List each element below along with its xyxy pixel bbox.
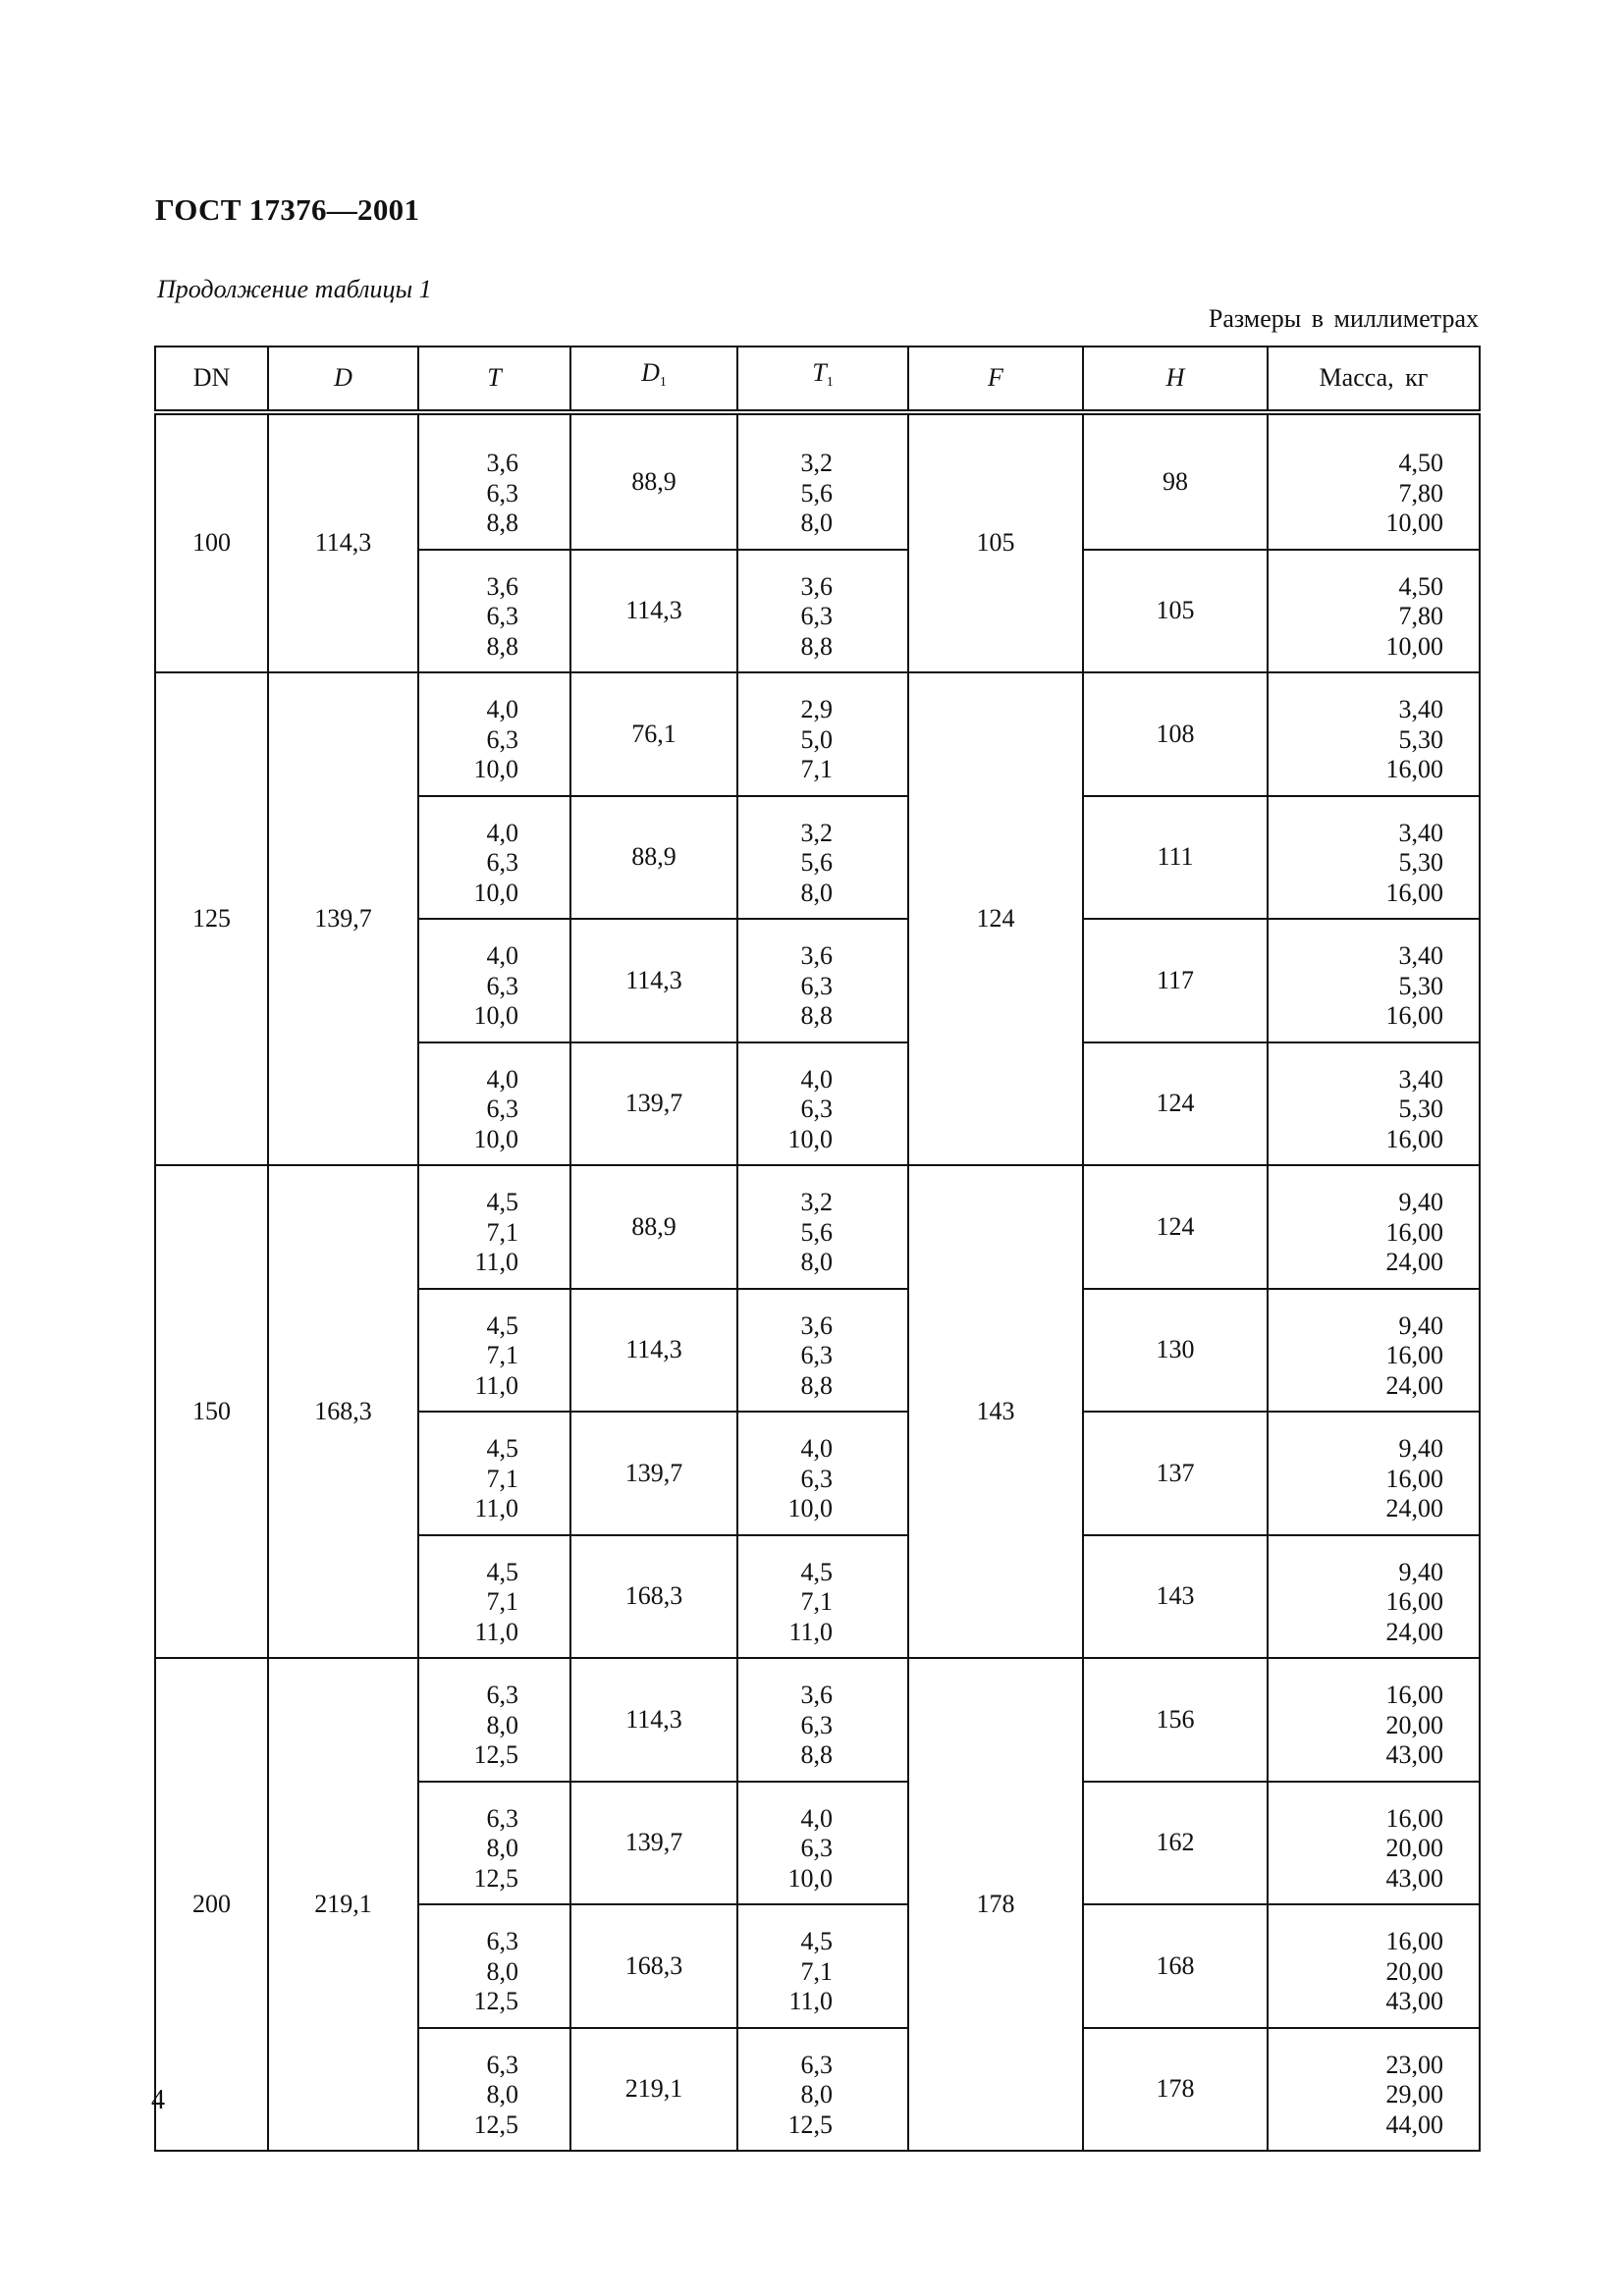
cell-t-value: 7,1	[486, 1217, 518, 1247]
cell-h: 130	[1083, 1289, 1268, 1413]
cell-t1-value: 4,0	[800, 1803, 833, 1833]
cell-mass-value: 3,40	[1398, 1064, 1443, 1094]
cell-dn: 100	[155, 412, 268, 672]
cell-t1-value: 4,5	[800, 1557, 833, 1586]
cell-t1-value: 6,3	[800, 1464, 833, 1493]
cell-d: 139,7	[268, 672, 418, 1165]
cell-mass-value: 3,40	[1398, 818, 1443, 847]
cell-d1: 114,3	[570, 1289, 737, 1413]
cell-mass-value: 4,50	[1398, 449, 1443, 477]
cell-mass	[1268, 1289, 1480, 1413]
cell-mass-value: 5,30	[1398, 971, 1443, 1000]
cell-t	[418, 796, 570, 920]
cell-t1-value: 3,6	[800, 571, 833, 601]
cell-t-value: 10,0	[473, 1001, 518, 1030]
cell-d: 168,3	[268, 1165, 418, 1658]
cell-t1-value: 2,9	[800, 695, 833, 723]
cell-t-value: 4,5	[486, 1434, 518, 1463]
cell-t1-value: 8,0	[800, 508, 833, 537]
cell-h: 178	[1083, 2028, 1268, 2152]
cell-t-value: 6,3	[486, 724, 518, 754]
cell-t-value: 12,5	[473, 2109, 518, 2139]
cell-t1	[737, 1412, 908, 1535]
cell-mass	[1268, 1165, 1480, 1289]
cell-t1	[737, 1535, 908, 1659]
cell-t-value: 6,3	[486, 848, 518, 877]
column-header-dn: DN	[155, 347, 268, 412]
cell-mass-value: 4,50	[1398, 571, 1443, 601]
table-body	[155, 412, 1480, 2151]
cell-f: 143	[908, 1165, 1083, 1658]
cell-h: 156	[1083, 1658, 1268, 1782]
cell-t-value: 12,5	[473, 1740, 518, 1769]
cell-mass-value: 16,00	[1385, 1587, 1443, 1616]
cell-mass-value: 16,00	[1385, 1927, 1443, 1955]
cell-d1: 114,3	[570, 550, 737, 673]
cell-d: 219,1	[268, 1658, 418, 2151]
cell-t-value: 11,0	[474, 1617, 518, 1646]
cell-t-value: 8,0	[486, 1834, 518, 1862]
cell-t1-value: 3,2	[800, 449, 833, 477]
cell-mass	[1268, 1782, 1480, 1905]
cell-t-value: 8,8	[486, 508, 518, 537]
cell-t1-value: 10,0	[787, 1124, 833, 1153]
cell-t-value: 6,3	[486, 1681, 518, 1709]
cell-t	[418, 1782, 570, 1905]
cell-t	[418, 1289, 570, 1413]
cell-t-value: 4,5	[486, 1310, 518, 1340]
cell-t1-value: 10,0	[787, 1863, 833, 1893]
cell-t-value: 12,5	[473, 1987, 518, 2015]
cell-t1-value: 11,0	[788, 1617, 833, 1646]
cell-t-value: 6,3	[486, 1095, 518, 1123]
cell-t1-value: 5,6	[800, 478, 833, 507]
cell-t-value: 4,0	[486, 818, 518, 847]
cell-t1-value: 6,3	[800, 1834, 833, 1862]
cell-t1-value: 5,6	[800, 848, 833, 877]
cell-mass-value: 10,00	[1385, 508, 1443, 537]
cell-mass-value: 16,00	[1385, 1217, 1443, 1247]
cell-t-value: 3,6	[486, 449, 518, 477]
table-row	[155, 672, 1480, 796]
cell-t1-value: 12,5	[787, 2109, 833, 2139]
column-header-h: H	[1083, 347, 1268, 412]
cell-mass-value: 16,00	[1385, 1464, 1443, 1493]
cell-t	[418, 550, 570, 673]
cell-mass-value: 10,00	[1385, 631, 1443, 661]
cell-mass-value: 16,00	[1385, 878, 1443, 907]
cell-h: 124	[1083, 1165, 1268, 1289]
cell-t-value: 6,3	[486, 2050, 518, 2079]
table-header-row	[155, 347, 1480, 412]
cell-mass-value: 5,30	[1398, 848, 1443, 877]
cell-t1	[737, 919, 908, 1042]
cell-t1	[737, 1658, 908, 1782]
cell-t1-value: 8,0	[800, 2080, 833, 2109]
cell-t1	[737, 1289, 908, 1413]
cell-t-value: 4,5	[486, 1557, 518, 1586]
cell-mass-value: 16,00	[1385, 1803, 1443, 1833]
cell-h: 162	[1083, 1782, 1268, 1905]
cell-mass	[1268, 796, 1480, 920]
cell-t-value: 7,1	[486, 1341, 518, 1369]
cell-mass	[1268, 1042, 1480, 1166]
cell-mass	[1268, 1658, 1480, 1782]
cell-f: 124	[908, 672, 1083, 1165]
cell-t1	[737, 1782, 908, 1905]
cell-t-value: 4,0	[486, 695, 518, 723]
cell-mass-value: 5,30	[1398, 1095, 1443, 1123]
cell-t1-value: 10,0	[787, 1494, 833, 1522]
cell-t-value: 10,0	[473, 878, 518, 907]
cell-mass-value: 24,00	[1385, 1248, 1443, 1276]
cell-mass-value: 16,00	[1385, 1681, 1443, 1709]
cell-mass-value: 24,00	[1385, 1494, 1443, 1522]
cell-t1-value: 3,6	[800, 1681, 833, 1709]
cell-t1	[737, 796, 908, 920]
cell-d1: 139,7	[570, 1782, 737, 1905]
cell-h: 98	[1083, 412, 1268, 550]
cell-t1-value: 4,0	[800, 1064, 833, 1094]
cell-d1: 114,3	[570, 1658, 737, 1782]
cell-d1: 88,9	[570, 796, 737, 920]
cell-t-value: 6,3	[486, 971, 518, 1000]
cell-t1	[737, 1904, 908, 2028]
cell-t1	[737, 672, 908, 796]
cell-t1-value: 8,0	[800, 1248, 833, 1276]
cell-t1	[737, 412, 908, 550]
cell-mass-value: 43,00	[1385, 1987, 1443, 2015]
cell-mass	[1268, 672, 1480, 796]
cell-mass	[1268, 1412, 1480, 1535]
cell-t-value: 6,3	[486, 602, 518, 630]
cell-dn: 150	[155, 1165, 268, 1658]
cell-mass-value: 29,00	[1385, 2080, 1443, 2109]
cell-t	[418, 919, 570, 1042]
cell-t-value: 11,0	[474, 1248, 518, 1276]
cell-mass	[1268, 550, 1480, 673]
cell-mass-value: 3,40	[1398, 695, 1443, 723]
cell-t-value: 11,0	[474, 1370, 518, 1400]
cell-t1-value: 3,6	[800, 1310, 833, 1340]
cell-t1-value: 3,2	[800, 1188, 833, 1216]
cell-t1-value: 6,3	[800, 1710, 833, 1739]
cell-t1-value: 8,8	[800, 1001, 833, 1030]
cell-t-value: 4,0	[486, 941, 518, 970]
cell-t1	[737, 550, 908, 673]
cell-t-value: 10,0	[473, 1124, 518, 1153]
cell-h: 168	[1083, 1904, 1268, 2028]
cell-mass	[1268, 1904, 1480, 2028]
dimensions-table	[154, 346, 1481, 2152]
cell-t	[418, 1412, 570, 1535]
cell-d1: 168,3	[570, 1535, 737, 1659]
cell-d1: 76,1	[570, 672, 737, 796]
cell-h: 124	[1083, 1042, 1268, 1166]
cell-mass	[1268, 412, 1480, 550]
cell-t-value: 4,0	[486, 1064, 518, 1094]
cell-t-value: 10,0	[473, 755, 518, 783]
cell-t1-value: 11,0	[788, 1987, 833, 2015]
cell-dn: 125	[155, 672, 268, 1165]
cell-t1-value: 7,1	[800, 755, 833, 783]
cell-t	[418, 1904, 570, 2028]
table-row	[155, 1658, 1480, 1782]
cell-d1: 139,7	[570, 1412, 737, 1535]
cell-mass-value: 16,00	[1385, 755, 1443, 783]
cell-mass-value: 20,00	[1385, 1710, 1443, 1739]
document-title: ГОСТ 17376—2001	[155, 192, 420, 227]
cell-t1-value: 6,3	[800, 1095, 833, 1123]
cell-d1: 219,1	[570, 2028, 737, 2152]
cell-mass-value: 9,40	[1398, 1557, 1443, 1586]
units-note: Размеры в миллиметрах	[1208, 304, 1479, 333]
cell-dn: 200	[155, 1658, 268, 2151]
cell-h: 111	[1083, 796, 1268, 920]
cell-t-value: 12,5	[473, 1863, 518, 1893]
cell-t-value: 8,0	[486, 2080, 518, 2109]
cell-d1: 168,3	[570, 1904, 737, 2028]
cell-t-value: 8,0	[486, 1956, 518, 1986]
cell-t1	[737, 1042, 908, 1166]
cell-t1-value: 5,6	[800, 1217, 833, 1247]
column-header-d1: $D_1$	[570, 347, 737, 412]
cell-t-value: 7,1	[486, 1464, 518, 1493]
column-header-mass: Масса, кг	[1268, 347, 1480, 412]
cell-mass-value: 9,40	[1398, 1434, 1443, 1463]
cell-t1-value: 7,1	[800, 1587, 833, 1616]
cell-h: 143	[1083, 1535, 1268, 1659]
cell-t1-value: 3,2	[800, 818, 833, 847]
cell-mass	[1268, 919, 1480, 1042]
cell-mass-value: 43,00	[1385, 1863, 1443, 1893]
cell-t1-value: 8,0	[800, 878, 833, 907]
cell-mass-value: 16,00	[1385, 1001, 1443, 1030]
table-row	[155, 412, 1480, 550]
table-caption: Продолжение таблицы 1	[157, 275, 432, 303]
cell-t-value: 4,5	[486, 1188, 518, 1216]
cell-mass-value: 44,00	[1385, 2109, 1443, 2139]
table-row	[155, 1165, 1480, 1289]
cell-d1: 88,9	[570, 412, 737, 550]
column-header-t1: $T_1$	[737, 347, 908, 412]
cell-mass-value: 3,40	[1398, 941, 1443, 970]
cell-d1: 139,7	[570, 1042, 737, 1166]
cell-t1-value: 8,8	[800, 631, 833, 661]
cell-h: 105	[1083, 550, 1268, 673]
column-header-d: D	[268, 347, 418, 412]
cell-h: 137	[1083, 1412, 1268, 1535]
cell-f: 105	[908, 412, 1083, 672]
cell-t	[418, 672, 570, 796]
cell-t1-value: 7,1	[800, 1956, 833, 1986]
cell-t	[418, 1042, 570, 1166]
cell-mass-value: 16,00	[1385, 1124, 1443, 1153]
cell-mass-value: 43,00	[1385, 1740, 1443, 1769]
cell-t-value: 6,3	[486, 1803, 518, 1833]
cell-t1-value: 5,0	[800, 724, 833, 754]
cell-t	[418, 412, 570, 550]
column-header-f: F	[908, 347, 1083, 412]
cell-mass-value: 7,80	[1398, 478, 1443, 507]
cell-t-value: 8,8	[486, 631, 518, 661]
cell-d1: 88,9	[570, 1165, 737, 1289]
cell-mass-value: 24,00	[1385, 1617, 1443, 1646]
cell-mass-value: 16,00	[1385, 1341, 1443, 1369]
cell-h: 108	[1083, 672, 1268, 796]
cell-t1-value: 6,3	[800, 2050, 833, 2079]
cell-t1	[737, 1165, 908, 1289]
cell-mass-value: 9,40	[1398, 1188, 1443, 1216]
cell-t-value: 11,0	[474, 1494, 518, 1522]
cell-t1-value: 6,3	[800, 971, 833, 1000]
cell-mass-value: 7,80	[1398, 602, 1443, 630]
cell-t	[418, 2028, 570, 2152]
cell-t	[418, 1165, 570, 1289]
cell-d: 114,3	[268, 412, 418, 672]
cell-mass-value: 23,00	[1385, 2050, 1443, 2079]
cell-mass	[1268, 2028, 1480, 2152]
cell-mass-value: 24,00	[1385, 1370, 1443, 1400]
cell-t1-value: 3,6	[800, 941, 833, 970]
cell-mass-value: 9,40	[1398, 1310, 1443, 1340]
cell-mass-value: 20,00	[1385, 1834, 1443, 1862]
cell-f: 178	[908, 1658, 1083, 2151]
page-number: 4	[151, 2085, 165, 2115]
cell-d1: 114,3	[570, 919, 737, 1042]
cell-t-value: 6,3	[486, 478, 518, 507]
cell-mass-value: 5,30	[1398, 724, 1443, 754]
cell-t1-value: 6,3	[800, 602, 833, 630]
cell-t1-value: 4,0	[800, 1434, 833, 1463]
cell-t-value: 8,0	[486, 1710, 518, 1739]
cell-t1-value: 8,8	[800, 1740, 833, 1769]
cell-t1	[737, 2028, 908, 2152]
cell-t-value: 3,6	[486, 571, 518, 601]
cell-t1-value: 4,5	[800, 1927, 833, 1955]
cell-t1-value: 8,8	[800, 1370, 833, 1400]
cell-mass-value: 20,00	[1385, 1956, 1443, 1986]
cell-t1-value: 6,3	[800, 1341, 833, 1369]
cell-mass	[1268, 1535, 1480, 1659]
cell-t-value: 7,1	[486, 1587, 518, 1616]
cell-h: 117	[1083, 919, 1268, 1042]
cell-t	[418, 1658, 570, 1782]
cell-t	[418, 1535, 570, 1659]
cell-t-value: 6,3	[486, 1927, 518, 1955]
column-header-t: T	[418, 347, 570, 412]
